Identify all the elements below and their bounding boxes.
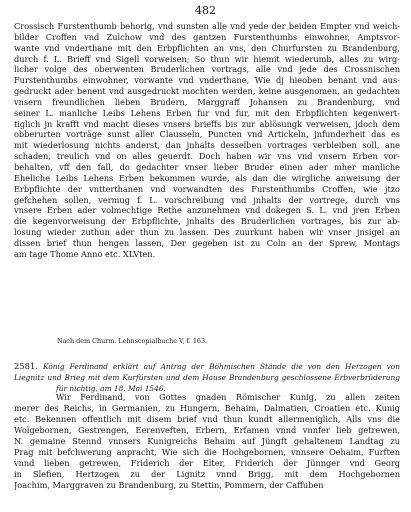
text-line: merer des Reichs, in Germanien, zu Hungern, Behaim, Dalmatien, Croatien etc. Kunig xyxy=(14,403,400,414)
text-line: Crossisch Furstenthumb behorig, vnd sunsten alle vnd yede der beiden Empter vnd weich- xyxy=(14,21,400,31)
entry-heading-line: 2581. König Ferdinand erklärt auf Antrag der Böhmischen Stände die von den Herzogen von xyxy=(14,361,400,371)
text-line: in Slefien, Hertzogen zu der Lignitz vnnd Brigg, mit dem Hochgebornen xyxy=(14,469,400,480)
text-line: behalten, vff den fall, do gedachter vnser lieber Bruder einen ader mher manliche xyxy=(14,161,400,172)
text-line: Wolgebornen, Gestrengen, Eerenveften, Erbern, Erfamen vnnd vnnfer lieb getrewen, xyxy=(14,425,400,436)
text-line: vnnd lieben getrewen, Friderich der Elter, Friderich der Jünnger vnd Georg xyxy=(14,458,400,469)
text-line: am tage Thome Anno etc. XLVten. xyxy=(14,248,156,259)
text-line: mit wiederlosung nichts anderst, dan jnhalts desselben vortrages verbleiben soll, ane xyxy=(14,140,400,151)
text-line: die kegenvorweisung der Erbpflichte, jnhalts des Bruderlichen vortrages, bis zur ab- xyxy=(14,216,400,227)
text-line: vnsere Erben ader volmechtige Rethe anzunehmen vnd dokegen S. L. vnd jren Erben xyxy=(14,205,400,216)
text-line: losung wieder zuthun ader thun zu lassen. Des zuurkunt haben wir vnser jnsigel an xyxy=(14,227,400,238)
text-line: Wir Ferdinand, von Gottes gnaden Römischer Kunig, zu allen zeiten xyxy=(56,392,400,402)
text-line: gedruckt ader benent vnd ausgedruckt mochten werden, keine ausgenomen, an gedachten xyxy=(14,86,400,97)
text-line: Erbpflichte der vntterthanen vnd vorwandten des Furstenthumbs Croffen, wie jtzo xyxy=(14,183,400,194)
text-line: seiner L. manliche Leibs Lehens Erben fur vnd fur, mit den Erbpflichten kegenwert- xyxy=(14,107,400,118)
text-line: dissen brief thun hengen lassen, Der gegeben ist zu Coln an der Sprew, Montags xyxy=(14,237,400,248)
text-line: Eheliche Leibs Lehens Erben bekommen wurde, als dan die wirgliche anweisung der xyxy=(14,172,400,183)
text-line: bilder Croffen vnd Zulchow vnd des gantzen Furstenthumbs einwohner, Amptsvor- xyxy=(14,31,400,42)
text-line: tiglich jn krafft vnd macht dieses vnsers brieffs bis zur ablösungk verweisen, jdoch dem xyxy=(14,118,400,129)
text-line: wante vnd vnderthane mit den Erbpflichten an vns, den Churfursten zu Brandenburg, xyxy=(14,42,400,53)
text-line: N. gemaine Stennd vnnsers Kunigreichs Behaim auf Jüngft gehaltenem Landtag zu xyxy=(14,436,400,447)
text-line: etc. Bekennen offentlich mit disem brief vnd thun kundt allermeniglich, Alls vns die xyxy=(14,414,400,425)
document-text-block xyxy=(14,21,400,260)
text-line: Joachim, Marggraven zu Brandenburg, zu Stettin, Pommern, der Caffuben xyxy=(14,480,324,491)
entry-number: 2581. xyxy=(14,361,38,371)
entry-heading-line: für nichtig, am 18. Mai 1546. xyxy=(56,384,166,394)
source-footnote: Nach dem Churm. Lehnscopialbuche V, f. 163. xyxy=(57,337,208,345)
text-line: schaden, treulich vnd on alles geuerdt. Doch haben wir vns vnd vnsern Erben vor- xyxy=(14,151,400,162)
entry-heading-line: Liegnitz und Brieg mit dem Kurfürsten und dem Hause Brandenburg geschlossene Erbverbrüderung xyxy=(14,373,400,383)
text-line: gefchehen sollen, vermug f. L. vorschreibung vnd jnhalts der vortrege, durch vns xyxy=(14,194,400,205)
text-line: obberurten vorträge sunst aller Clausseln, Puncten vnd Artickeln, jnfunderheit das es xyxy=(14,129,400,140)
text-line: Prag mit befchwerung anpracht, Wie sich die Hochgebornen, vnnsere Oehaim, Furften xyxy=(14,447,400,458)
text-line: licher volge des oberwenten Bruderlichen vortrags, alle vnd jede des Crossnischen xyxy=(14,64,400,75)
text-line: Furstenthumbs einwohner, vorwante vnd vnderthane, Wie dj hieoben benant vnd aus- xyxy=(14,75,400,86)
text-line: vnsern freundlichen lieben Brudern, Marggraff Johansen zu Brandenburg, vnd xyxy=(14,96,400,107)
text-line: durch f. L. Brieff vnd Sigell vorweisen; So thun wir hiemit wiederumb, alles zu wirg- xyxy=(14,53,400,64)
entry-heading xyxy=(14,361,400,395)
entry-body-text xyxy=(14,392,400,491)
page-number: 482 xyxy=(195,4,216,17)
